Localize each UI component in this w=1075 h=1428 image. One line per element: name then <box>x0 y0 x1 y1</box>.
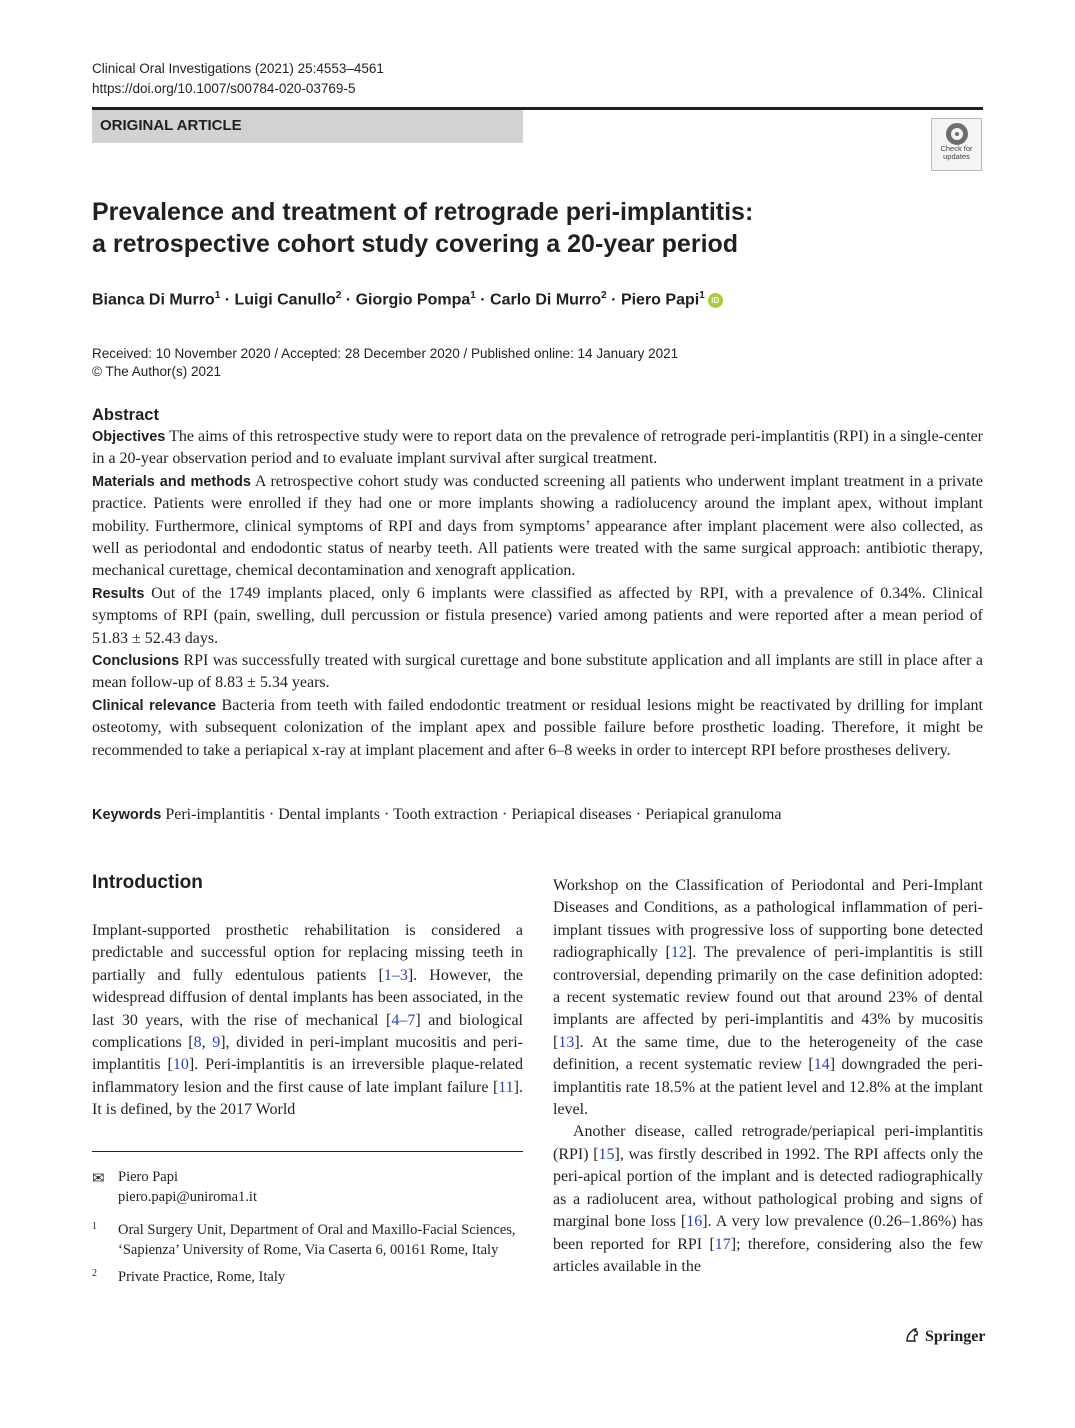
conclusions-label: Conclusions <box>92 653 180 670</box>
author-name[interactable]: Bianca Di Murro <box>92 291 215 309</box>
body-text: Another disease, called retrograde/periapical peri-implantitis (RPI) [ <box>553 1123 983 1163</box>
footnotes <box>92 1168 523 1296</box>
author-name[interactable]: Giorgio Pompa <box>355 291 471 309</box>
received-accepted-published: Received: 10 November 2020 / Accepted: 28 December 2020 / Published online: 14 January 2021 <box>92 346 679 361</box>
abstract-clinical-relevance <box>92 695 983 762</box>
citation-link[interactable]: 9 <box>212 1034 221 1052</box>
envelope-icon: ✉ <box>92 1171 105 1187</box>
author-separator: · <box>475 291 491 309</box>
abstract-results <box>92 583 983 650</box>
abstract-conclusions <box>92 650 983 695</box>
abstract-methods <box>92 471 983 583</box>
citation-link[interactable]: 8 <box>193 1034 202 1052</box>
springer-horse-icon <box>904 1327 920 1343</box>
body-text: Workshop on the Classification of Periodontal and Peri-Implant Diseases and Conditions, as a pathological inflammation of peri-implant tissues with progressive loss of supporting bone detected radiographically [ <box>553 877 983 962</box>
body-text: ], was firstly described in 1992. The RPI affects only the peri-apical portion of the implant and is detected radiographically as a radiolucent area, without pathological probing and signs of marginal bone loss [ <box>553 1145 983 1231</box>
citation-link[interactable]: 15 <box>598 1145 615 1163</box>
publisher-name: Springer <box>925 1328 986 1345</box>
doi-link[interactable]: https://doi.org/10.1007/s00784-020-03769-5 <box>92 81 356 96</box>
body-text: ]; therefore, considering also the few articles available in the <box>553 1235 984 1275</box>
objectives-text: The aims of this retrospective study were to report data on the prevalence of retrograde peri-implantitis (RPI) in a single-center in a 20-year observation period and to evaluate implant survival after surgical treatment. <box>92 428 983 468</box>
intro-paragraph <box>92 920 523 1122</box>
methods-label: Materials and methods <box>92 473 251 490</box>
title-line-2: a retrospective cohort study covering a 20-year period <box>92 230 739 258</box>
article-type-label: ORIGINAL ARTICLE <box>100 117 242 134</box>
body-text: ] downgraded the peri-implantitis rate 18.5% at the patient level and 12.8% at the implant level. <box>553 1056 983 1119</box>
clinical-relevance-text: Bacteria from teeth with failed endodontic treatment or residual lesions might be reactivated by drilling for implant osteotomy, with subsequent colonization of the implant apex and possible failure before prosthetic loading. Therefore, it might be recommended to take a periapical x-ray at implant placement and after 6–8 weeks in order to intercept RPI before prostheses delivery. <box>92 696 984 759</box>
affiliation-1 <box>92 1221 523 1260</box>
citation-link[interactable]: 11 <box>498 1078 514 1096</box>
body-text: ]. Peri-implantitis is an irreversible plaque-related inflammatory lesion and the first cause of late implant failure [ <box>92 1056 523 1096</box>
author-affiliation-mark: 2 <box>335 290 342 301</box>
abstract-section <box>92 404 983 762</box>
introduction-heading: Introduction <box>92 872 203 893</box>
keywords-line <box>92 804 983 826</box>
abstract-objectives <box>92 426 983 471</box>
corresponding-author-email[interactable]: piero.papi@uniroma1.it <box>118 1188 257 1205</box>
intro-paragraph <box>553 1121 983 1278</box>
check-updates-line2: updates <box>943 152 970 161</box>
author-separator: · <box>606 291 621 309</box>
author-affiliation-mark: 1 <box>699 290 705 301</box>
check-updates-line1: Check for <box>940 144 973 153</box>
results-label: Results <box>92 585 145 602</box>
author-affiliation-mark: 2 <box>601 290 607 301</box>
affiliation-mark: 1 <box>92 1221 97 1232</box>
body-text: ]. The prevalence of peri-implantitis is still controversial, depending primarily on the case definition adopted: a recent systematic review found out that around 23% of dental implants are affected by peri-implantitis and 43% by mucositis [ <box>553 944 984 1051</box>
keywords-text: Peri-implantitis · Dental implants · Tooth extraction · Periapical diseases · Periapical granuloma <box>165 806 782 823</box>
publisher-logo <box>904 1327 985 1346</box>
journal-citation: Clinical Oral Investigations (2021) 25:4553–4561 <box>92 61 384 76</box>
body-text: ], divided in peri-implant mucositis and peri-implantitis [ <box>92 1034 523 1074</box>
journal-header <box>92 59 384 99</box>
author-separator: · <box>220 291 235 309</box>
abstract-heading: Abstract <box>92 406 159 424</box>
citation-link[interactable]: 16 <box>686 1213 703 1231</box>
article-type-bar <box>92 110 523 143</box>
body-text: Implant-supported prosthetic rehabilitation is considered a predictable and successful option for replacing missing teeth in partially and fully edentulous patients [ <box>92 922 523 984</box>
crossmark-icon <box>946 123 968 145</box>
citation-link[interactable]: 1–3 <box>383 966 408 984</box>
body-text: ]. However, the widespread diffusion of dental implants has been associated, in the last 30 years, with the rise of mechanical [ <box>92 966 524 1029</box>
affiliation-mark: 2 <box>92 1268 97 1279</box>
author-affiliation-mark: 1 <box>470 290 476 301</box>
check-for-updates-badge[interactable] <box>931 118 982 171</box>
author-name[interactable]: Luigi Canullo <box>234 291 336 309</box>
body-text: ]. At the same time, due to the heterogeneity of the case definition, a recent systematic review [ <box>553 1033 983 1074</box>
corresponding-author <box>92 1168 523 1207</box>
intro-left-column <box>92 920 523 1122</box>
body-text: ] and biological complications [ <box>92 1011 523 1052</box>
citation-link[interactable]: 12 <box>670 944 687 962</box>
citation-link[interactable]: 13 <box>558 1033 575 1051</box>
citation-link[interactable]: 14 <box>813 1056 830 1074</box>
intro-paragraph <box>553 875 983 1121</box>
footnote-rule <box>92 1151 523 1152</box>
results-text: Out of the 1749 implants placed, only 6 implants were classified as affected by RPI, with a prevalence of 0.34%. Clinical symptoms of RPI (pain, swelling, dull percussion or fistula presence) varied among patients and were reported after a mean period of 51.83 ± 52.43 days. <box>92 584 984 647</box>
body-text: ]. It is defined, by the 2017 World <box>92 1078 523 1119</box>
author-list <box>92 290 723 309</box>
affiliation-text: Private Practice, Rome, Italy <box>118 1269 286 1285</box>
citation-link[interactable]: 17 <box>714 1235 731 1253</box>
body-text: , <box>201 1034 213 1052</box>
article-title <box>92 196 972 260</box>
title-line-1: Prevalence and treatment of retrograde peri-implantitis: <box>92 198 754 226</box>
citation-link[interactable]: 10 <box>172 1056 189 1074</box>
author-name[interactable]: Piero Papi <box>620 291 700 309</box>
affiliation-text: Oral Surgery Unit, Department of Oral and Maxillo-Facial Sciences, ‘Sapienza’ University of Rome, Via Caserta 6, 00161 Rome, Italy <box>118 1222 516 1258</box>
author-separator: · <box>341 291 356 309</box>
publication-dates <box>92 345 678 381</box>
objectives-label: Objectives <box>92 429 166 445</box>
body-text: ]. A very low prevalence (0.26–1.86%) has been reported for RPI [ <box>553 1213 984 1253</box>
citation-link[interactable]: 4–7 <box>391 1011 416 1029</box>
corresponding-author-name: Piero Papi <box>118 1169 179 1185</box>
keywords-label: Keywords <box>92 807 162 823</box>
affiliation-2 <box>92 1268 523 1288</box>
author-affiliation-mark: 1 <box>214 290 221 301</box>
orcid-icon[interactable]: iD <box>708 293 723 308</box>
copyright-line: © The Author(s) 2021 <box>92 364 222 379</box>
author-name[interactable]: Carlo Di Murro <box>490 291 602 309</box>
conclusions-text: RPI was successfully treated with surgical curettage and bone substitute application and all implants are still in place after a mean follow-up of 8.83 ± 5.34 years. <box>92 652 984 692</box>
methods-text: A retrospective cohort study was conducted screening all patients who underwent implant treatment in a private practice. Patients were enrolled if they had one or more implants showing a radiolucency around the implant apex, without implant mobility. Furthermore, clinical symptoms of RPI and days from symptoms’ appearance after implant placement were also collected, as well as periodontal and endodontic status of nearby teeth. All patients were treated with the same surgical approach: antibiotic therapy, mechanical curettage, chemical decontamination and xenograft application. <box>92 472 983 580</box>
clinical-relevance-label: Clinical relevance <box>92 697 217 714</box>
intro-right-column <box>553 875 983 1278</box>
